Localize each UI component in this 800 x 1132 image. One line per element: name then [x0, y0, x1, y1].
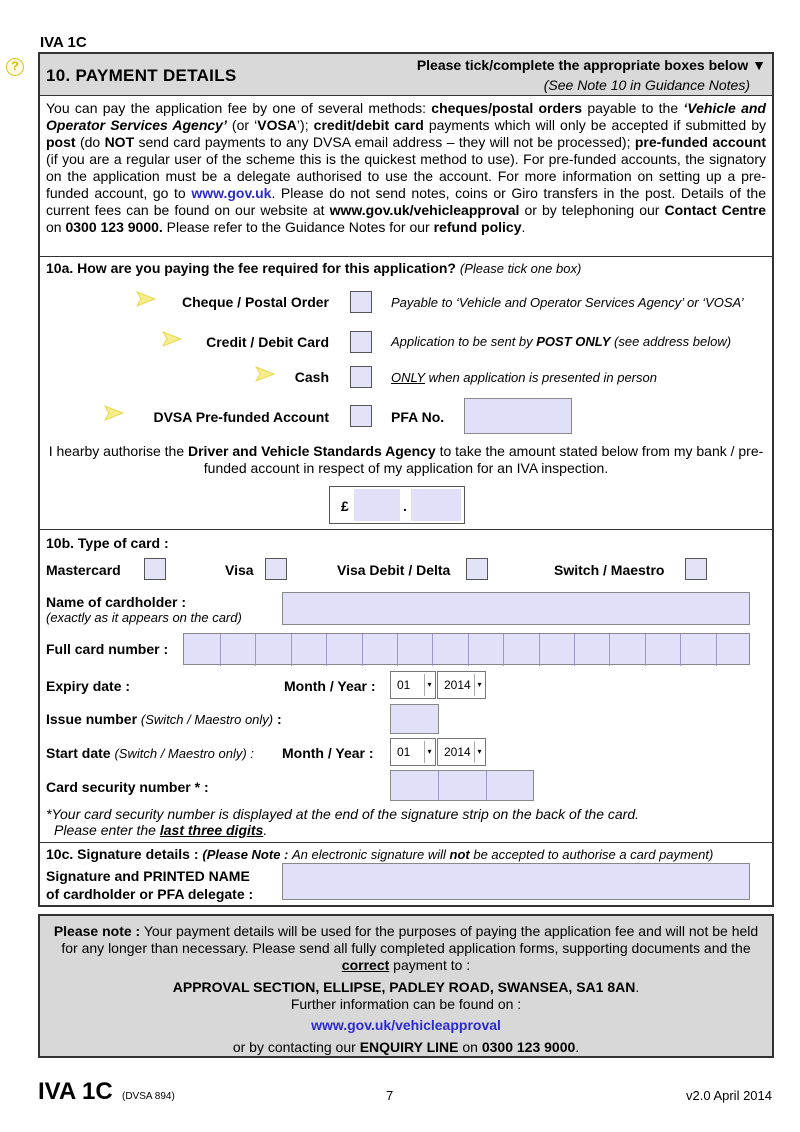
footer-form-code: IVA 1C	[38, 1078, 113, 1105]
option-cheque-label: Cheque / Postal Order	[181, 294, 329, 310]
amount-pounds-input[interactable]	[354, 489, 400, 521]
checkbox-card[interactable]	[350, 331, 372, 353]
section-10b-title: 10b. Type of card :	[46, 535, 169, 551]
help-icon[interactable]: ?	[6, 58, 24, 76]
currency-symbol: £	[341, 498, 349, 514]
tick-instruction: Please tick/complete the appropriate boxes below ▼	[416, 57, 766, 73]
footer-form-subcode: (DVSA 894)	[122, 1091, 175, 1102]
divider	[38, 529, 774, 530]
card-number-input[interactable]	[183, 633, 750, 665]
issue-number-label: Issue number (Switch / Maestro only) :	[46, 711, 282, 727]
divider	[38, 256, 774, 257]
checkbox-cash[interactable]	[350, 366, 372, 388]
govuk-link[interactable]: www.gov.uk	[191, 185, 272, 201]
option-card-label: Credit / Debit Card	[206, 334, 329, 350]
notice-text: Please note : Your payment details will be used for the purposes of paying the application fee and will not be held for any longer than necessary. Please send all fully completed application forms, supporting documents and the correct payment to :	[53, 923, 759, 973]
dropdown-arrow-icon: ▾	[474, 674, 484, 696]
security-number-input[interactable]	[390, 770, 534, 801]
form-code: IVA 1C	[40, 34, 87, 51]
signature-label-line2: of cardholder or PFA delegate :	[46, 886, 254, 902]
card-type-visa-label: Visa	[225, 562, 254, 578]
vehicle-approval-link[interactable]: www.gov.uk/vehicleapproval	[311, 1017, 501, 1033]
decimal-point: .	[403, 498, 407, 514]
amount-box	[329, 486, 465, 524]
card-type-visa-debit-label: Visa Debit / Delta	[337, 562, 451, 578]
start-year-select[interactable]: 2014 ▾	[437, 738, 486, 766]
security-number-label: Card security number * :	[46, 779, 209, 795]
expiry-date-label: Expiry date :	[46, 678, 131, 694]
option-cheque-note: Payable to ‘Vehicle and Operator Services Agency’ or ‘VOSA’	[391, 295, 744, 310]
start-month-year-label: Month / Year :	[282, 745, 374, 761]
page-number: 7	[386, 1088, 394, 1103]
card-type-switch-label: Switch / Maestro	[554, 562, 665, 578]
version-label: v2.0 April 2014	[685, 1088, 772, 1103]
amount-pence-input[interactable]	[411, 489, 461, 521]
issue-number-input[interactable]	[390, 704, 439, 734]
checkbox-visa[interactable]	[265, 558, 287, 580]
checkbox-switch-maestro[interactable]	[685, 558, 707, 580]
expiry-year-select[interactable]: 2014 ▾	[437, 671, 486, 699]
option-cash-note: ONLY when application is presented in person	[391, 370, 657, 385]
card-type-mastercard-label: Mastercard	[46, 562, 121, 578]
security-note-1: *Your card security number is displayed at the end of the signature strip on the back of the card.	[46, 806, 640, 822]
dropdown-arrow-icon: ▾	[424, 674, 434, 696]
authorisation-text: I hearby authorise the Driver and Vehicle Standards Agency to take the amount stated below from my bank / pre-funded account in respect of my application for an IVA inspection.	[48, 443, 764, 476]
expiry-month-year-label: Month / Year :	[284, 678, 376, 694]
divider	[38, 842, 774, 843]
dropdown-arrow-icon: ▾	[474, 741, 484, 763]
start-date-label: Start date (Switch / Maestro only) :	[46, 745, 254, 761]
security-note-2: Please enter the last three digits.	[54, 822, 268, 838]
pfa-number-label: PFA No.	[391, 409, 445, 425]
signature-label-line1: Signature and PRINTED NAME	[46, 868, 250, 884]
checkbox-cheque[interactable]	[350, 291, 372, 313]
dropdown-arrow-icon: ▾	[424, 741, 434, 763]
intro-paragraph: You can pay the application fee by one of several methods: cheques/postal orders payable to the ‘Vehicle and Operator Services Agency’ (or ‘VOSA’); credit/debit card payments which will only be accepted if submitted by post (do NOT send card payments to any DVSA email address – they will not be processed); pre-funded account (if you are a regular user of the scheme this is the quickest method to use). For pre-funded accounts, the signatory on the application must be a delegate authorised to use the account. For more information on setting up a pre-funded account, go to www.gov.uk. Please do not send notes, coins or Giro transfers in the post. Details of the current fees can be found on our website at www.gov.uk/vehicleapproval or by telephoning our Contact Centre on 0300 123 9000. Please refer to the Guidance Notes for our refund policy.	[46, 100, 767, 235]
section-10c-title: 10c. Signature details : (Please Note : An electronic signature will not be accepted to authorise a card payment)	[46, 846, 714, 862]
cardholder-name-hint: (exactly as it appears on the card)	[46, 610, 242, 625]
postal-address: APPROVAL SECTION, ELLIPSE, PADLEY ROAD, SWANSEA, SA1 8AN.	[172, 979, 640, 995]
further-info-text: Further information can be found on :	[290, 996, 522, 1012]
section-10a-title: 10a. How are you paying the fee required for this application? (Please tick one box)	[46, 260, 582, 276]
signature-input[interactable]	[282, 863, 750, 900]
contact-line: or by contacting our ENQUIRY LINE on 0300 123 9000.	[232, 1039, 580, 1055]
expiry-month-select[interactable]: 01 ▾	[390, 671, 436, 699]
option-pfa-label: DVSA Pre-funded Account	[153, 409, 329, 425]
pfa-number-input[interactable]	[464, 398, 572, 434]
checkbox-pfa[interactable]	[350, 405, 372, 427]
checkbox-mastercard[interactable]	[144, 558, 166, 580]
start-month-select[interactable]: 01 ▾	[390, 738, 436, 766]
card-number-label: Full card number :	[46, 641, 169, 657]
cardholder-name-label: Name of cardholder :	[46, 594, 187, 610]
guidance-note-ref: (See Note 10 in Guidance Notes)	[543, 77, 750, 93]
checkbox-visa-debit[interactable]	[466, 558, 488, 580]
cardholder-name-input[interactable]	[282, 592, 750, 625]
option-card-note: Application to be sent by POST ONLY (see address below)	[391, 334, 732, 349]
option-cash-label: Cash	[294, 369, 329, 385]
section-title: 10. PAYMENT DETAILS	[46, 66, 237, 85]
